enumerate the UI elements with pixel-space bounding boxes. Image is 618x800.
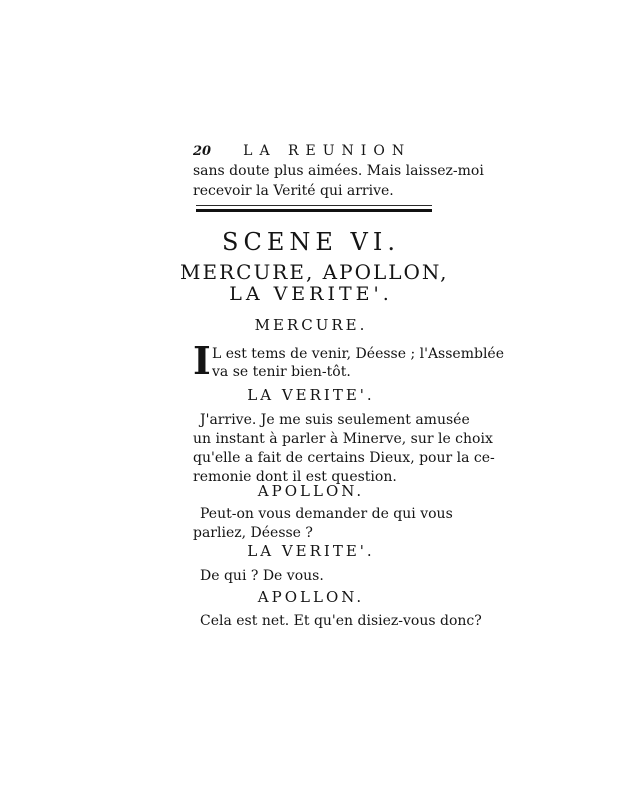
running-title: LA REUNION — [243, 143, 412, 159]
speech-line: L est tems de venir, Déesse ; l'Assemblée — [212, 346, 504, 362]
speaker-name: LA VERITE'. — [247, 386, 375, 404]
speech-line: un instant à parler à Minerve, sur le choix — [193, 431, 493, 447]
scene-title: SCENE VI. — [222, 228, 400, 256]
divider-thick — [196, 209, 432, 212]
speech-line: qu'elle a fait de certains Dieux, pour la ce- — [193, 450, 495, 466]
character-list-line-2: LA VERITE'. — [229, 283, 393, 305]
speech-line: va se tenir bien-tôt. — [212, 364, 351, 380]
speech-line: Cela est net. Et qu'en disiez-vous donc? — [200, 613, 482, 629]
running-header — [193, 143, 443, 159]
page-number: 20 — [193, 144, 212, 159]
speech-line: De qui ? De vous. — [200, 568, 324, 584]
intro-line: sans doute plus aimées. Mais laissez-moi — [193, 163, 484, 179]
speech-line: J'arrive. Je me suis seulement amusée — [200, 412, 470, 428]
speaker-name: LA VERITE'. — [247, 542, 375, 560]
speaker-name: APOLLON. — [257, 588, 365, 606]
speech-line: Peut-on vous demander de qui vous — [200, 506, 453, 522]
speaker-name: MERCURE. — [254, 316, 368, 334]
divider-thin — [196, 205, 432, 206]
intro-line: recevoir la Verité qui arrive. — [193, 183, 394, 199]
speech-line: parliez, Déesse ? — [193, 525, 313, 541]
character-list-line-1: MERCURE, APOLLON, — [180, 260, 449, 284]
drop-cap: I — [193, 338, 211, 383]
speech-line: remonie dont il est question. — [193, 469, 397, 485]
speaker-name: APOLLON. — [257, 482, 365, 500]
